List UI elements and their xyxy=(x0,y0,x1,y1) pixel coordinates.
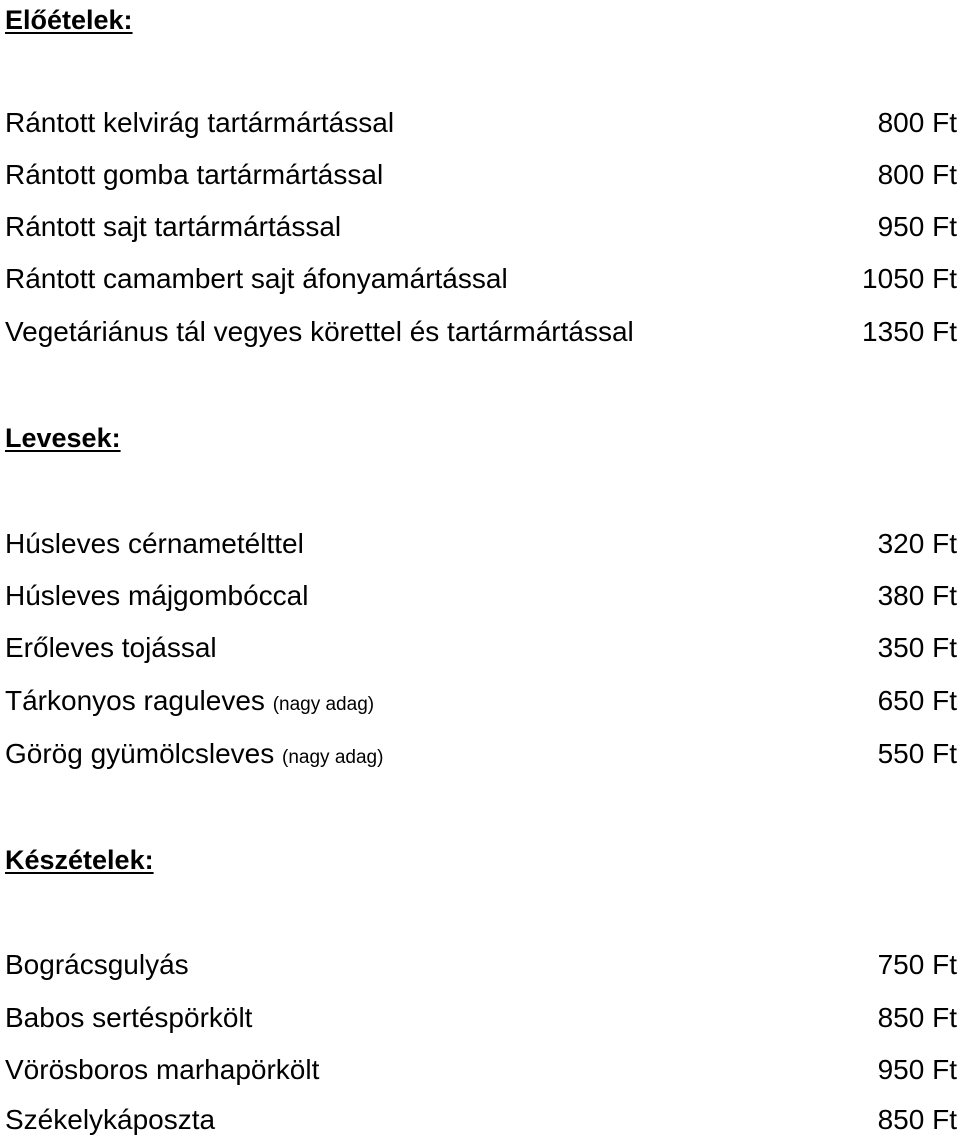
item-name xyxy=(5,681,374,725)
section-heading-starters: Előételek: xyxy=(5,5,133,35)
item-name-text: Tárkonyos raguleves xyxy=(5,685,273,716)
menu-item xyxy=(0,207,960,247)
item-name xyxy=(5,998,252,1042)
item-name xyxy=(5,576,308,620)
item-name xyxy=(5,259,508,303)
menu-item xyxy=(0,1050,960,1090)
item-name xyxy=(5,1050,319,1094)
menu-item xyxy=(0,576,960,616)
item-price: 800 Ft xyxy=(877,107,957,138)
item-price: 350 Ft xyxy=(877,632,957,663)
item-name-text: Erőleves tojással xyxy=(5,632,217,663)
menu-item xyxy=(0,103,960,143)
item-name xyxy=(5,155,383,199)
menu-item xyxy=(0,1100,960,1140)
menu-item xyxy=(0,312,960,352)
menu-item xyxy=(0,628,960,668)
menu-item xyxy=(0,734,960,774)
item-name-text: Rántott kelvirág tartármártással xyxy=(5,107,395,138)
item-name-text: Húsleves cérnametélttel xyxy=(5,528,304,559)
item-name xyxy=(5,628,217,672)
menu-item xyxy=(0,259,960,299)
item-name-text: Vörösboros marhapörkölt xyxy=(5,1054,320,1085)
item-name xyxy=(5,207,341,251)
item-note: (nagy adag) xyxy=(272,694,375,715)
item-price: 380 Ft xyxy=(877,580,957,611)
item-name-text: Húsleves májgombóccal xyxy=(5,580,309,611)
item-price: 950 Ft xyxy=(877,211,957,242)
section-heading-ready-meals: Készételek: xyxy=(5,845,154,875)
section-heading-soups: Levesek: xyxy=(5,423,121,453)
item-price: 550 Ft xyxy=(877,738,957,769)
item-price: 750 Ft xyxy=(877,949,957,980)
item-name-text: Rántott camambert sajt áfonyamártással xyxy=(5,263,508,294)
item-name xyxy=(5,1100,215,1144)
item-price: 1050 Ft xyxy=(862,263,957,294)
item-name-text: Rántott gomba tartármártással xyxy=(5,159,384,190)
menu-item xyxy=(0,524,960,564)
item-price: 650 Ft xyxy=(877,685,957,716)
item-price: 850 Ft xyxy=(877,1104,957,1135)
item-name-text: Babos sertéspörkölt xyxy=(5,1002,253,1033)
menu-item xyxy=(0,681,960,721)
item-name-text: Vegetáriánus tál vegyes körettel és tartármártással xyxy=(5,316,634,347)
item-name xyxy=(5,945,189,989)
item-note: (nagy adag) xyxy=(282,747,384,768)
item-price: 850 Ft xyxy=(877,1002,957,1033)
item-name xyxy=(5,103,394,147)
item-price: 320 Ft xyxy=(877,528,957,559)
item-name xyxy=(5,524,304,568)
menu-item xyxy=(0,945,960,985)
menu-item xyxy=(0,998,960,1038)
item-price: 1350 Ft xyxy=(862,316,957,347)
menu-item xyxy=(0,155,960,195)
item-name-text: Rántott sajt tartármártással xyxy=(5,211,342,242)
item-name-text: Görög gyümölcsleves xyxy=(5,738,283,769)
item-price: 950 Ft xyxy=(877,1054,957,1085)
item-name xyxy=(5,312,634,356)
item-price: 800 Ft xyxy=(877,159,957,190)
item-name xyxy=(5,734,383,778)
item-name-text: Bográcsgulyás xyxy=(5,949,189,980)
item-name-text: Székelykáposzta xyxy=(5,1104,216,1135)
